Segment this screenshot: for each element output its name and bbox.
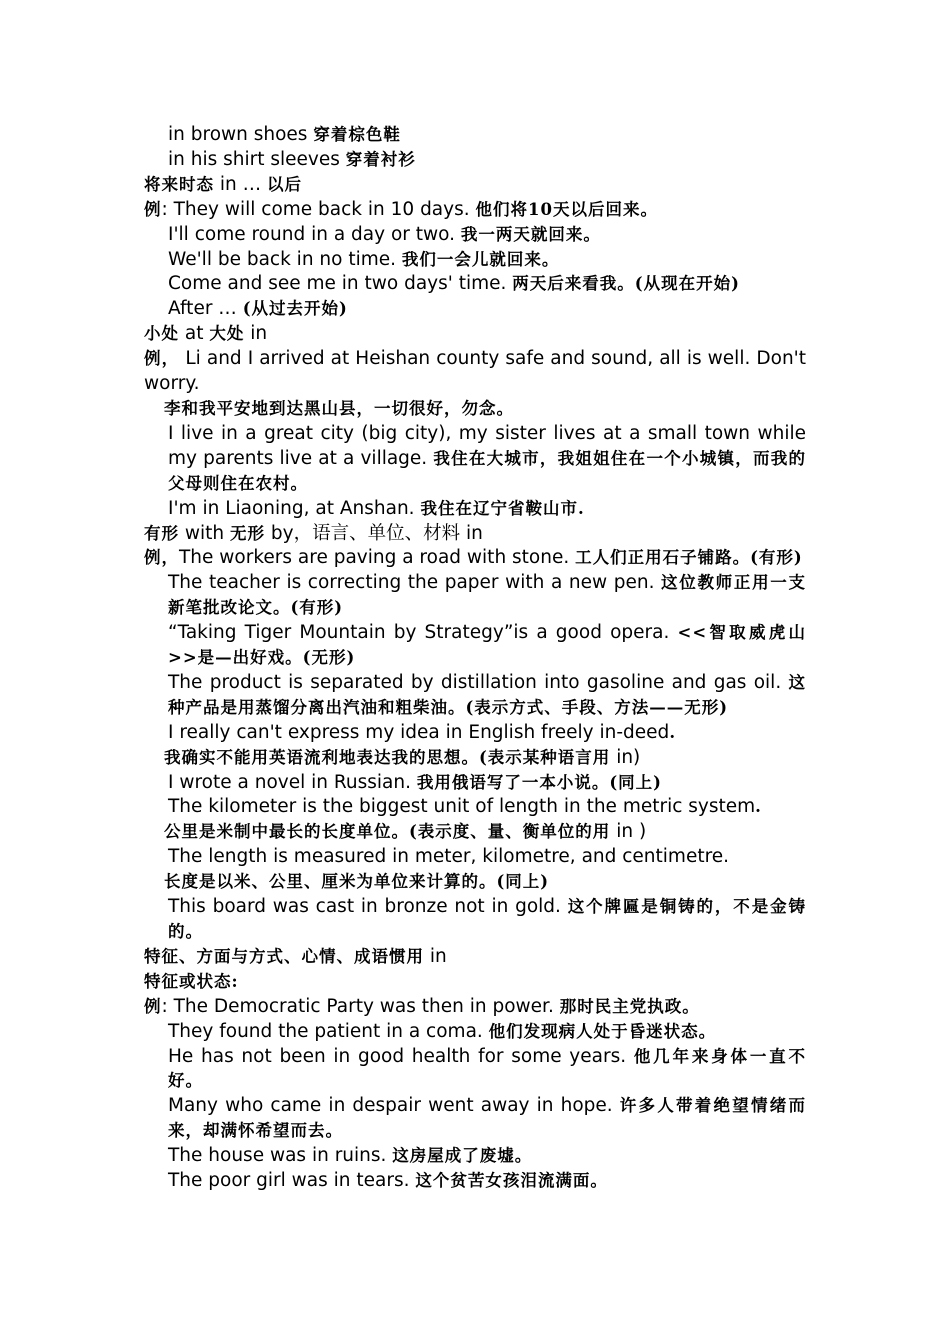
text-line: They found the patient in a coma. 他们发现病人处于昏迷状态。 xyxy=(168,1020,717,1042)
text-line: 例: They will come back in 10 days. 他们将10天以后回来。 xyxy=(144,198,658,220)
text-line: This board was cast in bronze not in gold. 这个牌匾是铜铸的，不是金铸的。 xyxy=(168,896,807,941)
text-line: The product is separated by distillation into gasoline and gas oil. 这种产品是用蒸馏分离出汽油和粗柴油。(表示方式、手段、方法——无形) xyxy=(168,671,806,717)
section-heading: 有形 with 无形 by，语言、单位、材料 in xyxy=(144,522,483,544)
text-line: He has not been in good health for some years. 他几年来身体一直不好。 xyxy=(168,1045,807,1091)
text-line: 公里是米制中最长的长度单位。(表示度、量、衡单位的用 in ) xyxy=(164,821,647,843)
text-line: Come and see me in two days' time. 两天后来看我。(从现在开始) xyxy=(168,273,740,295)
text-line: The teacher is correcting the paper with a new pen. 这位教师正用一支新笔批改论文。(有形) xyxy=(168,572,807,618)
text-line: in his shirt sleeves 穿着衬衫 xyxy=(168,148,416,170)
section-heading: 小处 at 大处 in xyxy=(144,323,268,345)
text-line: The kilometer is the biggest unit of length in the metric system. xyxy=(168,796,762,818)
text-line: The length is measured in meter, kilometre, and centimetre. xyxy=(168,846,730,868)
text-line: 例， Li and I arrived at Heishan county safe and sound, all is well. Don't worry. xyxy=(144,348,807,395)
section-heading: 特征、方面与方式、心情、成语惯用 in xyxy=(144,945,447,967)
text-line: We'll be back in no time. 我们一会儿就回来。 xyxy=(168,248,560,270)
text-line: I live in a great city (big city), my sister lives at a small town while my parents live at a village. 我住在大城市，我姐姐住在一个小城镇，而我的父母则住在农村。 xyxy=(168,422,807,493)
document-page xyxy=(144,123,806,1194)
text-line: I really can't express my idea in English freely in-deed. xyxy=(168,721,677,743)
text-line: The poor girl was in tears. 这个贫苦女孩泪流满面。 xyxy=(168,1170,608,1192)
text-line: 例: The Democratic Party was then in power. 那时民主党执政。 xyxy=(144,995,700,1017)
section-heading: 特征或状态: xyxy=(144,971,239,991)
text-line: 李和我平安地到达黑山县，一切很好，勿念。 xyxy=(164,398,514,418)
text-line: “Taking Tiger Mountain by Strategy”is a good opera. <<智取威虎山>>是—出好戏。(无形) xyxy=(168,622,806,668)
text-line: 例，The workers are paving a road with stone. 工人们正用石子铺路。(有形) xyxy=(144,547,803,569)
text-line: After … (从过去开始) xyxy=(168,298,348,320)
text-line: I wrote a novel in Russian. 我用俄语写了一本小说。(同上) xyxy=(168,771,662,793)
text-line: in brown shoes 穿着棕色鞋 xyxy=(168,124,401,145)
text-line: The house was in ruins. 这房屋成了废墟。 xyxy=(168,1145,533,1167)
section-heading: 将来时态 in … 以后 xyxy=(144,173,303,195)
text-line: I'll come round in a day or two. 我一两天就回来。 xyxy=(168,223,601,245)
text-line: I'm in Liaoning, at Anshan. 我住在辽宁省鞍山市. xyxy=(168,497,585,519)
text-line: 长度是以米、公里、厘米为单位来计算的。(同上) xyxy=(164,872,550,892)
text-line: Many who came in despair went away in hope. 许多人带着绝望情绪而来，却满怀希望而去。 xyxy=(168,1095,806,1141)
text-line: 我确实不能用英语流利地表达我的思想。(表示某种语言用 in) xyxy=(164,746,641,768)
